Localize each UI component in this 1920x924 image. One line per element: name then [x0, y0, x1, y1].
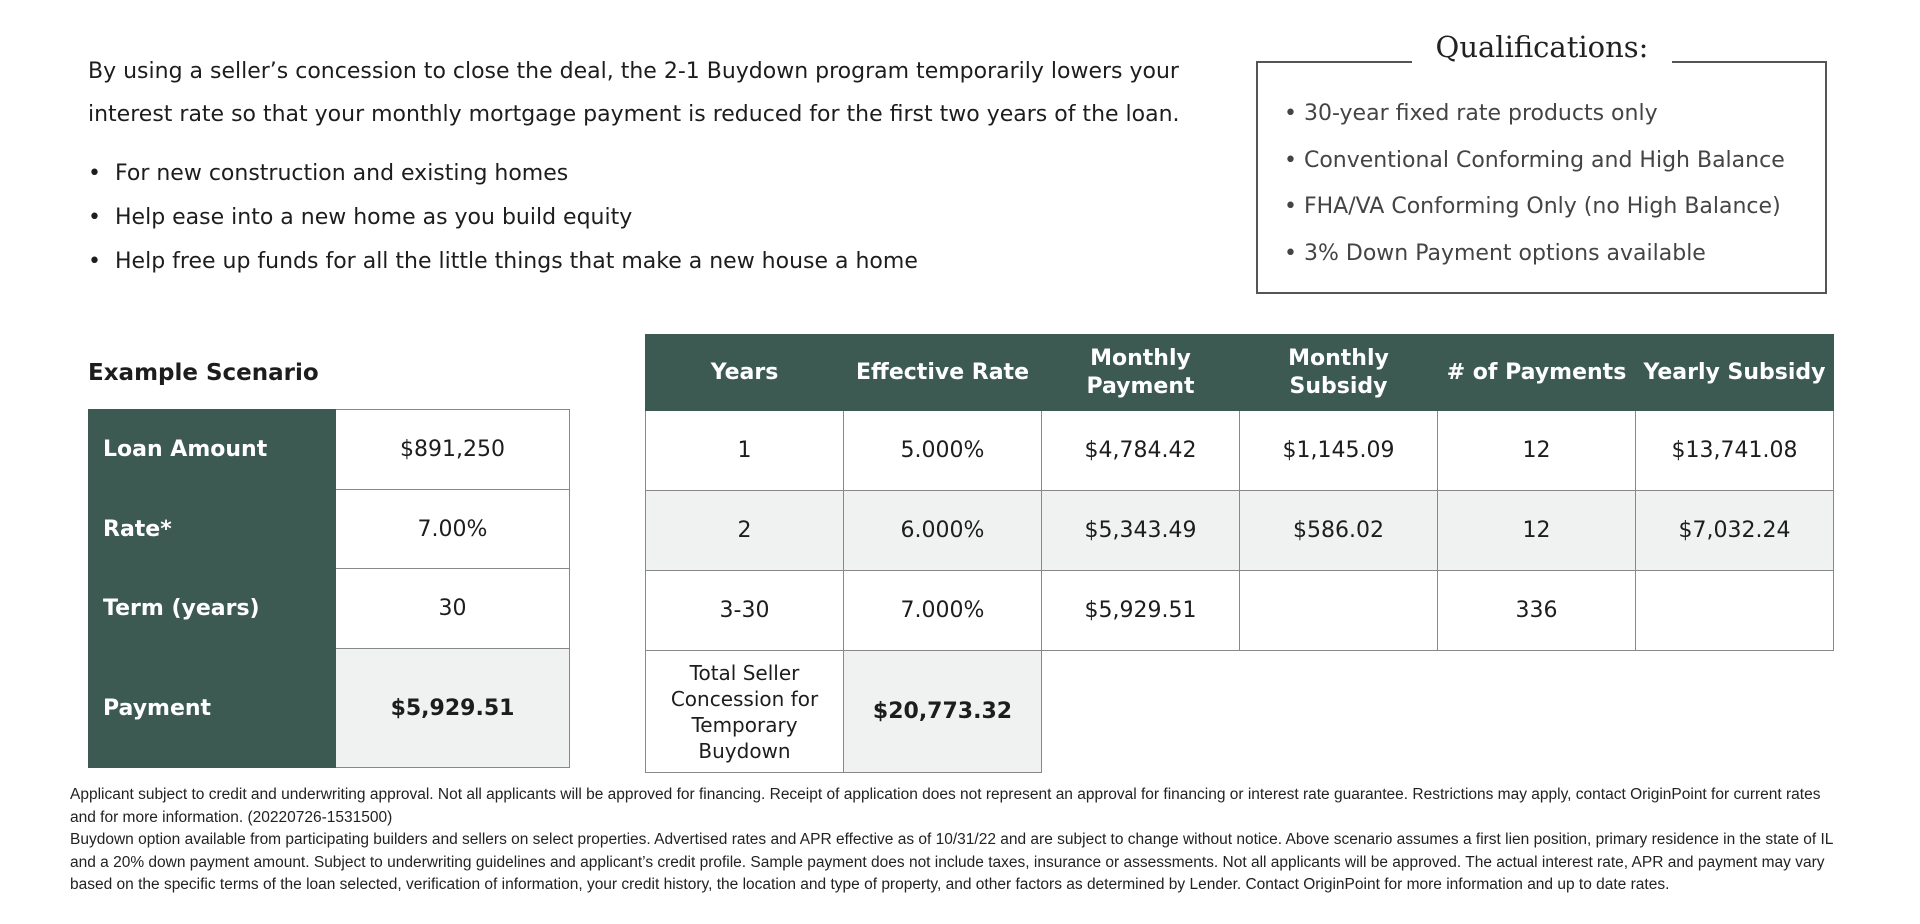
total-row: [646, 651, 1834, 773]
cell: 12: [1438, 491, 1636, 571]
benefits-list: [88, 152, 918, 284]
qualifications-list: [1284, 96, 1785, 282]
table-row: [89, 490, 570, 569]
cell: 7.000%: [844, 571, 1042, 651]
qualification-item: • 30-year fixed rate products only: [1284, 101, 1658, 126]
cell: 2: [646, 491, 844, 571]
cell: [1240, 571, 1438, 651]
row-label: Loan Amount: [89, 410, 336, 490]
table-row: [646, 571, 1834, 651]
row-label: Payment: [89, 649, 336, 768]
total-value: $20,773.32: [844, 651, 1042, 773]
column-header: Monthly Subsidy: [1240, 335, 1438, 411]
cell: 6.000%: [844, 491, 1042, 571]
column-header: Years: [646, 335, 844, 411]
row-value: 30: [336, 569, 570, 649]
cell: $5,929.51: [1042, 571, 1240, 651]
disclaimer-paragraph: Buydown option available from participating builders and sellers on select properties. Advertised rates and APR effective as of 10/31/22 and are subject to change without notice. Above scenario assumes a first lien position, primary residence in the state of IL and a 20% down payment amount. Subject to underwriting guidelines and applicant’s credit profile. Sample payment does not include taxes, insurance or assessments. Not all applicants will be approved. The actual interest rate, APR and payment may vary based on the specific terms of the loan selected, verification of information, your credit history, the location and type of property, and other factors as determined by Lender. Contact OriginPoint for more information and up to date rates.: [70, 831, 1833, 893]
cell: 3-30: [646, 571, 844, 651]
row-value: $891,250: [336, 410, 570, 490]
cell: $7,032.24: [1636, 491, 1834, 571]
cell: $5,343.49: [1042, 491, 1240, 571]
benefit-item: • Help free up funds for all the little things that make a new house a home: [88, 240, 918, 284]
row-label: Term (years): [89, 569, 336, 649]
cell: [1636, 571, 1834, 651]
example-scenario-table: [88, 409, 570, 768]
payment-value: $5,929.51: [336, 649, 570, 768]
column-header: Effective Rate: [844, 335, 1042, 411]
qualifications-title: Qualifications:: [1412, 30, 1672, 64]
cell: 12: [1438, 411, 1636, 491]
qualification-item: • FHA/VA Conforming Only (no High Balance): [1284, 194, 1781, 219]
benefit-item: • Help ease into a new home as you build equity: [88, 196, 918, 240]
row-label: Rate*: [89, 490, 336, 569]
disclaimer-paragraph: Applicant subject to credit and underwriting approval. Not all applicants will be approved for financing. Receipt of application does not represent an approval for financing or interest rate guarantee. Restrictions may apply, contact OriginPoint for current rates and for more information. (20220726-1531500): [70, 786, 1821, 826]
cell: $4,784.42: [1042, 411, 1240, 491]
benefit-item: • For new construction and existing homes: [88, 152, 918, 196]
intro-paragraph: By using a seller’s concession to close the deal, the 2-1 Buydown program temporarily lowers your interest rate so that your monthly mortgage payment is reduced for the first two years of the loan.: [88, 59, 1180, 127]
table-row: [89, 569, 570, 649]
cell: $1,145.09: [1240, 411, 1438, 491]
column-header: Monthly Payment: [1042, 335, 1240, 411]
cell: 5.000%: [844, 411, 1042, 491]
disclaimer: [70, 784, 1840, 897]
cell: 336: [1438, 571, 1636, 651]
table-row: [646, 411, 1834, 491]
table-row: [89, 649, 570, 768]
cell: 1: [646, 411, 844, 491]
total-label: Total Seller Concession for Temporary Buydown: [646, 651, 844, 773]
header-row: [646, 335, 1834, 411]
buydown-table: [645, 334, 1834, 773]
qualification-item: • Conventional Conforming and High Balance: [1284, 147, 1785, 173]
column-header: Yearly Subsidy: [1636, 335, 1834, 411]
column-header: # of Payments: [1438, 335, 1636, 411]
qualification-item: • 3% Down Payment options available: [1284, 240, 1706, 266]
table-row: [646, 491, 1834, 571]
cell: $13,741.08: [1636, 411, 1834, 491]
table-row: [89, 410, 570, 490]
cell: $586.02: [1240, 491, 1438, 571]
row-value: 7.00%: [336, 490, 570, 569]
example-scenario-title: Example Scenario: [88, 360, 319, 386]
